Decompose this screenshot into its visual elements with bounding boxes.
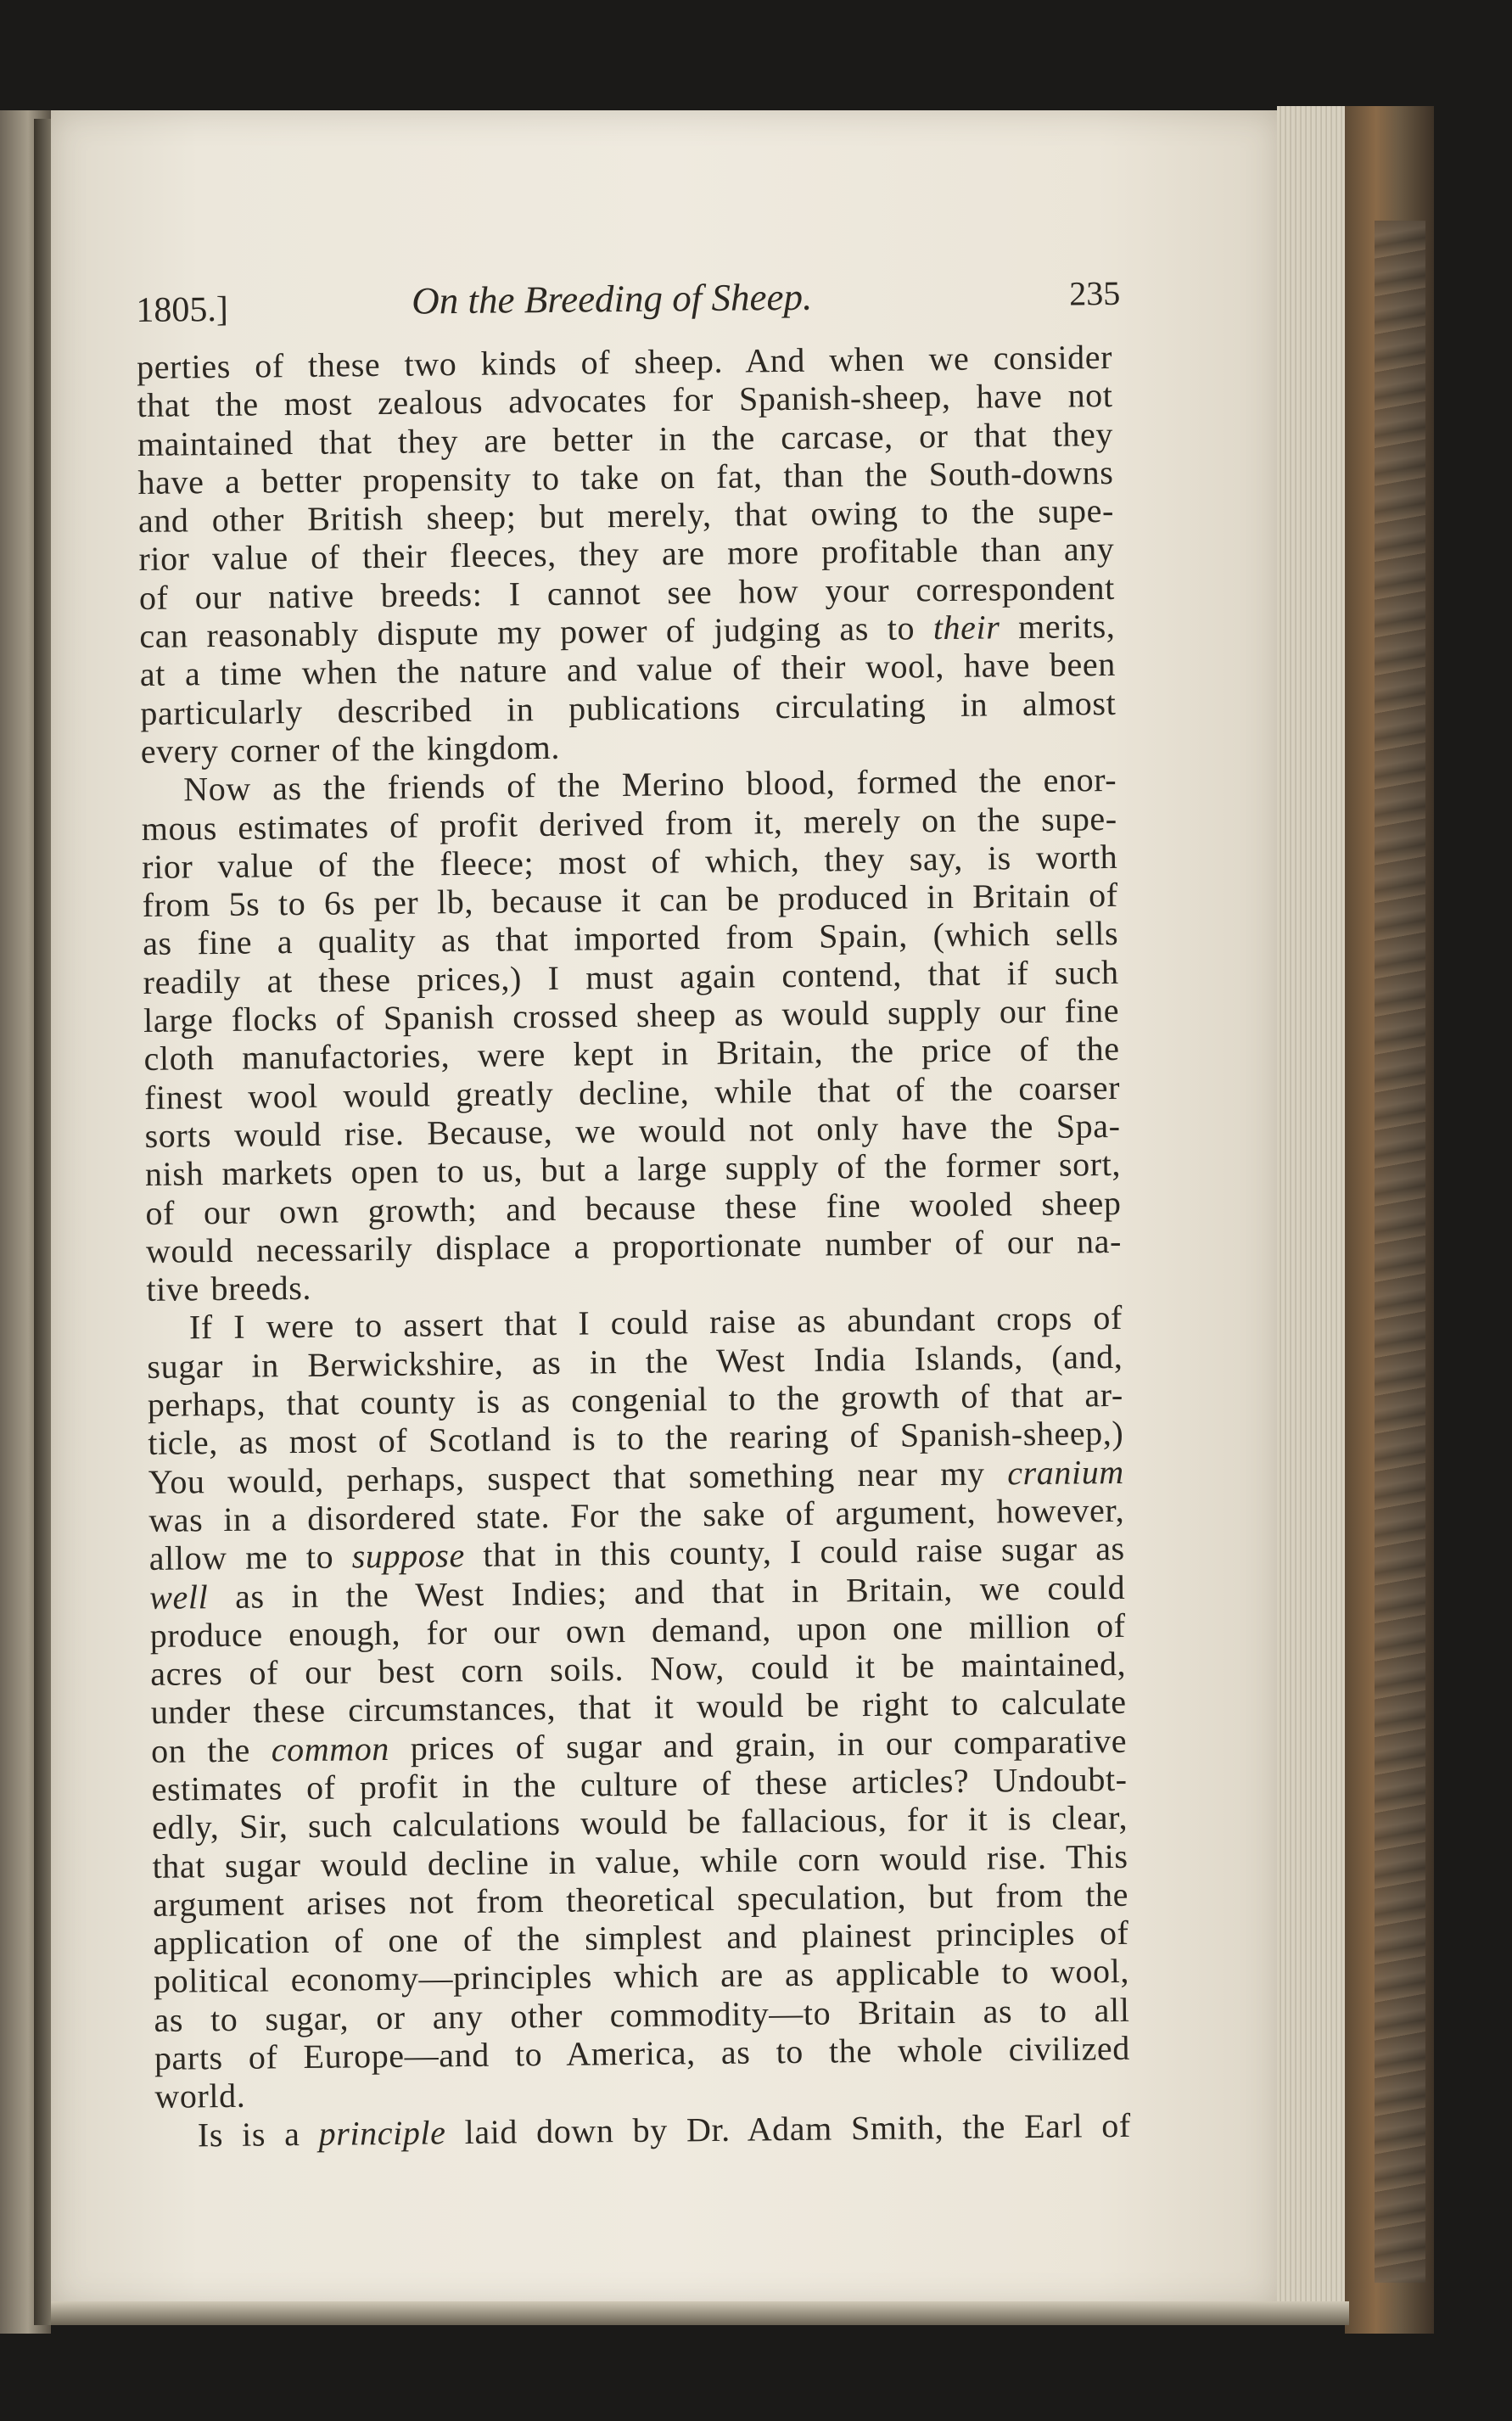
text-line-content: You would, perhaps, suspect that something near my xyxy=(148,1454,985,1501)
text-line-content: cloth manufactories, were kept in Britain, the price of the xyxy=(143,1029,1120,1079)
text-line-continuation: merits, xyxy=(1000,607,1116,647)
text-line-content: from 5s to 6s per lb, because it can be produced in Britain of xyxy=(142,876,1118,925)
text-line-content: large flocks of Spanish crossed sheep as would supply our fine xyxy=(143,990,1120,1040)
body-text xyxy=(137,338,1131,2155)
italic-word: their xyxy=(932,608,1000,647)
italic-word: common xyxy=(271,1729,390,1769)
text-line-continuation: laid down by Dr. Adam Smith, the Earl of xyxy=(445,2105,1132,2151)
text-line-content: finest wool would greatly decline, while that of the coarser xyxy=(143,1068,1121,1117)
text-line-content: perties of these two kinds of sheep. And when we consider xyxy=(136,337,1113,386)
italic-word: suppose xyxy=(351,1536,466,1576)
text-line-content: nish markets open to us, but a large supply of the former sort, xyxy=(144,1145,1122,1194)
text-line-content: maintained that they are better in the carcase, or that they xyxy=(137,414,1114,463)
text-line-content: of our native breeds: I cannot see how your correspondent xyxy=(138,568,1116,617)
text-line-content: at a time when the nature and value of their wool, have been xyxy=(139,645,1117,694)
text-line-content: sugar in Berwickshire, as in the West India Islands, (and, xyxy=(147,1337,1123,1386)
text-line-content: Now as the friends of the Merino blood, formed the enor- xyxy=(183,760,1117,809)
text-line-content: world. xyxy=(154,2076,246,2116)
text-line-content: that sugar would decline in value, while corn would rise. This xyxy=(152,1836,1128,1886)
text-line-content: have a better propensity to take on fat, than the South-downs xyxy=(137,452,1114,502)
text-line-content: edly, Sir, such calculations would be fallacious, for it is clear, xyxy=(151,1798,1128,1847)
text-line-content: of our own growth; and because these fine wooled sheep xyxy=(145,1183,1122,1232)
text-line-content: every corner of the kingdom. xyxy=(140,727,561,771)
text-line-content: produce enough, for our own demand, upon one million of xyxy=(149,1606,1126,1655)
italic-word: principle xyxy=(318,2112,446,2153)
text-line-content: under these circumstances, that it would be right to calculate xyxy=(150,1683,1127,1732)
text-line-continuation: that in this county, I could raise sugar as xyxy=(464,1529,1125,1575)
text-line-content: readily at these prices,) I must again contend, that if such xyxy=(143,952,1119,1001)
text-line-continuation: as in the West Indies; and that in Britain, we could xyxy=(208,1567,1126,1616)
page-bottom-edge xyxy=(51,2301,1349,2325)
page-text-block xyxy=(136,270,1131,2155)
text-line-content: allow me to xyxy=(148,1537,334,1578)
page-number: 235 xyxy=(1068,273,1121,313)
text-line-content: rior value of the fleece; most of which, they say, is worth xyxy=(142,837,1118,886)
text-line-content: parts of Europe—and to America, as to the whole civilized xyxy=(154,2028,1131,2077)
text-line-content: that the most zealous advocates for Spanish-sheep, have not xyxy=(137,376,1113,425)
text-line-content: tive breeds. xyxy=(146,1269,312,1309)
text-line-content: ticle, as most of Scotland is to the rearing of Spanish-sheep,) xyxy=(148,1414,1124,1463)
text-line-content: argument arises not from theoretical speculation, but from the xyxy=(152,1875,1129,1924)
text-line-content: particularly described in publications circulating in almost xyxy=(140,683,1117,732)
text-line-content: sorts would rise. Because, we would not only have the Spa- xyxy=(144,1106,1121,1155)
text-line-content: as fine a quality as that imported from Spain, (which sells xyxy=(142,914,1119,963)
page-stack-edges xyxy=(1277,106,1349,2321)
running-head-year: 1805.] xyxy=(136,289,229,330)
marbled-cover-pattern xyxy=(1375,221,1425,2283)
text-line-content: estimates of profit in the culture of these articles? Undoubt- xyxy=(151,1759,1128,1808)
italic-word: cranium xyxy=(1007,1452,1125,1492)
running-head xyxy=(136,270,1121,348)
text-line-content: would necessarily displace a proportionate number of our na- xyxy=(145,1221,1123,1270)
text-line-content: Is is a xyxy=(197,2114,300,2155)
text-line-content: mous estimates of profit derived from it, merely on the supe- xyxy=(141,799,1117,848)
text-line-content: rior value of their fleeces, they are more profitable than any xyxy=(138,530,1115,579)
text-line-content: application of one of the simplest and plainest principles of xyxy=(153,1914,1129,1963)
text-line-content: as to sugar, or any other commodity—to Britain as to all xyxy=(154,1990,1130,2039)
text-line-content: political economy—principles which are as applicable to wool, xyxy=(153,1952,1130,2001)
text-line-content: and other British sheep; but merely, that owing to the supe- xyxy=(137,491,1115,541)
text-line-content: acres of our best corn soils. Now, could it be maintained, xyxy=(149,1644,1127,1694)
text-line-content: on the xyxy=(150,1730,251,1770)
text-line-content: perhaps, that county is as congenial to the growth of that ar- xyxy=(147,1375,1124,1424)
running-head-title: On the Breeding of Sheep. xyxy=(412,275,813,322)
text-line-continuation: prices of sugar and grain, in our comparative xyxy=(389,1721,1128,1768)
italic-word: well xyxy=(149,1577,209,1617)
text-line-content: can reasonably dispute my power of judging as to xyxy=(139,608,916,656)
text-line-content: was in a disordered state. For the sake of argument, however, xyxy=(148,1490,1125,1539)
text-line-content: If I were to assert that I could raise as abundant crops of xyxy=(188,1298,1123,1347)
